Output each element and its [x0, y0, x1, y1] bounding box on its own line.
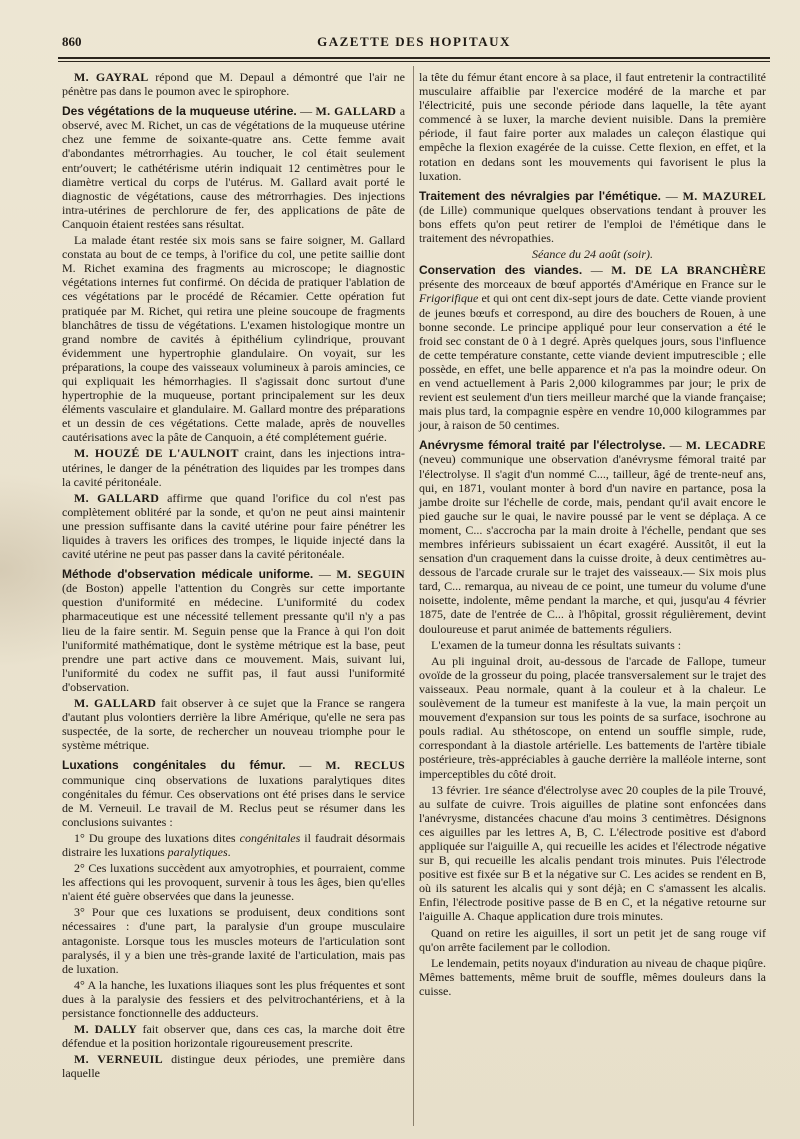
- paragraph-verneuil-cont: la tête du fémur étant encore à sa place, il faut entretenir la contractilité musculaire affaiblie par l'exercice modéré de la marche et par l'électricité, puis une seconde période dans laquelle, la tête ayant commencé à se luxer, la marche devient nuisible. Dans la première période, il faut faire porter aux malades un caleçon élastique qui empêche la flexion exagérée de la cuisse. Cette flexion, en effet, et la rotation en dedans sont les mouvements qui favorisent le plus la luxation.: [419, 70, 766, 183]
- conclusion-item-3: 3° Pour que ces luxations se produisent, deux conditions sont nécessaires : d'une part, la paralysie d'un groupe musculaire antagoniste. Lorsque tous les muscles moteurs de l'articulation sont paralysés, il y a bien une très-grande laxité de l'articulation, mais pas de luxation.: [62, 905, 405, 976]
- page-header: [62, 34, 766, 54]
- speaker-name: M. MAZUREL: [682, 188, 766, 203]
- speaker-name: M. DE LA BRANCHÈRE: [611, 263, 766, 278]
- right-column: la tête du fémur étant encore à sa place, il faut entretenir la contractilité musculaire affaiblie par l'exercice modéré de la marche et par l'électricité, puis une seconde période dans laquelle, la tête ayant commencé à se luxer, la marche devient nuisible. Dans la première période, il faut faire porter aux malades un caleçon élastique qui empêche la flexion exagérée de la cuisse. Cette flexion, en effet, et la rotation en dedans sont les mouvements qui favorisent le plus la luxation. Traitement des névralgies par l'émétique. — M. MAZUREL (de Lille) communique quelques observations tendant à prouver les bons effets qu'on peut retirer de l'emploi de l'émétique dans le traitement des névropathies. Séance du 24 août (soir). Conservation des viandes. — M. DE LA BRANCHÈRE présente des morceaux de bœuf apportés d'Amérique en France sur le Frigorifique et qui ont cent dix-sept jours de date. Cette viande provient de jeunes bœufs et correspond, au dire des bouchers de Rouen, à une bonne seconde. Le principe appliqué pour leur conservation a été le froid sec constant de 0 à 1 degré. Après quelques jours, sous l'influence de cette température constante, cette viande devient imputrescible ; elle possède, en effet, une belle apparence et n'a pas la moindre odeur. On en vend actuellement à Paris 2,000 kilogrammes par jour; le prix de revient est seulement d'un tiers meilleur marché que la viande française; mais plus tard, la compagnie espère en vendre 10,000 kilogrammes par jour, à raison de 50 centimes. Anévrysme fémoral traité par l'électrolyse. — M. LECADRE (neveu) communique une observation d'anévrysme fémoral traité par l'électrolyse. Il s'agit d'un nommé C..., tailleur, âgé de trente-neuf ans, qui, en 1871, voulant monter à bord d'un navire en partance, posa la jambe droite sur l'échelle de corde, mais, pendant qu'il avait encore le pied gauche sur le quai, le navire poussé par le vent se déplaça. A ce moment, C... s'accrocha par la main droite à l'échelle, pendant que ses membres inférieurs subissaient un écart exagéré. Aussitôt, il eut la sensation d'un craquement dans la cuisse droite, à deux centimètres au-dessous de l'arcade crurale sur le trajet des vaisseaux.— Six mois plus tard, C... remarqua, au niveau de ce point, une tumeur du volume d'une noisette, indolente, même pendant la marche, et qui, jusqu'au 4 février 1875, date de l'entrée de C... à l'hôpital, grossit régulièrement, devint douloureuse et parut animée de battements réguliers. L'examen de la tumeur donna les résultats suivants : Au pli inguinal droit, au-dessous de l'arcade de Fallope, tumeur ovoïde de la grosseur du poing, placée transversalement sur le trajet des vaisseaux. Peau normale, quant à la couleur et à la chaleur. Le soulèvement de la tumeur est manifeste à la vue, la main perçoit un mouvement d'expansion sur tous les points de sa surface, isochrone au pouls radial. Au sthétoscope, on entend un souffle simple, rude, correspondant à la diastole artérielle. Les battements de l'artère tibiale postérieure, très-appréciables à gauche derrière la malléole interne, sont imperceptibles du côté droit. 13 février. 1re séance d'électrolyse avec 20 couples de la pile Trouvé, au sulfate de cuivre. Trois aiguilles de platine sont enfoncées dans l'anévrysme, distancées chacune d'au moins 3 centimètres. Désignons ces aiguilles par les lettres A, B, C. L'électrode positive est d'abord appliquée sur l'aiguille A, qui recueille les acides et l'électrode négative sur B, qui recueille les alcalis pendant trois minutes. Puis l'électrode positive est fixée sur B et la négative sur C. Les acides se rendent en B, où ils saturent les alcalis qui y sont déjà; en C s'amassent les alcalis. Enfin, l'électrode positive passe de B en C, et la négative retourne sur l'aiguille A. Chaque application dure trois minutes. Quand on retire les aiguilles, il sort un petit jet de sang rouge vif qu'on arrête facilement par le collodion. Le lendemain, petits noyaux d'induration au niveau de chaque piqûre. Mêmes battements, même bruit de souffle, mêmes douleurs dans la cuisse.: [419, 70, 766, 998]
- section-title: Traitement des névralgies par l'émétique.: [419, 188, 662, 203]
- paragraph-gayral: [62, 70, 405, 98]
- conclusion-item-4: 4° A la hanche, les luxations iliaques sont les plus fréquentes et sont dues à la paralysie des fessiers et des pelvitrochantériens, et à la persistance fonctionnelle des adducteurs.: [62, 977, 405, 1020]
- speaker-name: M. HOUZÉ DE L'AULNOIT: [74, 446, 239, 461]
- speaker-name: M. RECLUS: [325, 758, 405, 773]
- section-title: Luxations congénitales du fémur.: [62, 758, 286, 773]
- page-number: 860: [62, 34, 82, 49]
- section-title: Des végétations de la muqueuse utérine.: [62, 104, 297, 119]
- paragraph-text: distingue deux périodes, une première dans laquelle: [62, 1052, 406, 1081]
- paragraph-text: fait observer que, dans ces cas, la marche doit être défendue et la position horizontale rigoureusement prescrite.: [62, 1022, 405, 1051]
- left-column: M. GAYRAL répond que M. Depaul a démontré que l'air ne pénètre pas dans le poumon avec le spirophore. Des végétations de la muqueuse utérine. — M. GALLARD a observé, avec M. Richet, un cas de végétations de la muqueuse utérine chez une femme de soixante-quatre ans. Cette femme avait d'abondantes métrorrhagies. Au toucher, le col était seulement entr'ouvert; le cathétérisme utérin indiquait 12 centimètres pour le diamètre vertical du corps de l'utérus. M. Gallard avait porté le diagnostic de végétations, cause des métrorrhagies. Des injections intra-utérines de perchlorure de fer, des applications de pâte de Canquoin étaient restées sans résultat. La malade étant restée six mois sans se faire soigner, M. Gallard constata au bout de ce temps, à l'orifice du col, une petite saillie dont M. Richet examina des fragments au microscope; le diagnostic végétations internes fut confirmé. On décida de pratiquer l'ablation de ces végétations par le procédé de Récamier. Cette opération fut pratiquée par M. Richet, qui retira une pleine soucoupe de fragments blanchâtres de tissu de végétations. L'examen histologique montre un grand nombre de cavités à épithélium cylindrique, prouvant évidemment une hypertrophie glandulaire. On voyait, sur les préparations, la coupe des vaisseaux volumineux à parois amincies, ce qui expliquait les hémorrhagies. Il s'agissait donc surtout d'une hypertrophie de la muqueuse, portant principalement sur les deux éléments vasculaire et glandulaire. M. Gallard montre des préparations et un dessin de ces végétations. Cette malade, après de nouvelles cautérisations avec la pâte de Canquoin, a été complétement guérie. M. HOUZÉ DE L'AULNOIT craint, dans les injections intra-utérines, le danger de la pénétration des liquides par les trompes dans la cavité péritonéale. M. GALLARD affirme que quand l'orifice du col n'est pas complètement oblitéré par la sonde, et qu'on ne peut ainsi maintenir une pression suffisante dans la cavité utérine pour faire pénétrer les liquides à travers les orifices des trompes, le liquide injecté dans la cavité utérine ne peut pas passer dans la cavité péritonéale. Méthode d'observation médicale uniforme. — M. SEGUIN (de Boston) appelle l'attention du Congrès sur cette importante question d'uniformité en médecine. L'uniformité du codex pharmaceutique est une nécessité tellement pressante qu'il n'y a pas lieu de la faire sentir. M. Seguin pense que la France à qui l'on doit l'uniformité mathématique, dont le système métrique est la base, peut prendre une part active dans ce mouvement. Mais, suivant lui, l'uniformité du codex ne suffit pas, il faut aussi l'uniformité d'observation. M. GALLARD fait observer à ce sujet que la France se rangera d'autant plus volontiers derrière la libre Amérique, qu'elle ne sera pas suspectée, de la sorte, de rechercher un nouveau triomphe pour le système métrique. Luxations congénitales du fémur. — M. RECLUS communique cinq observations de luxations paralytiques dites congénitales du fémur. Ces observations ont été prises dans le service de M. Verneuil. Le travail de M. Reclus peut se résumer dans les conclusions suivantes : 1° Du groupe des luxations dites congénitales il faudrait désormais distraire les luxations paralytiques. 2° Ces luxations succèdent aux amyotrophies, et pourraient, comme les affections qui les provoquent, survenir à tous les âges, bien qu'elles n'aient été guère observées que dans la jeunesse. 3° Pour que ces luxations se produisent, deux conditions sont nécessaires : d'une part, la paralysie d'un groupe musculaire antagoniste. Lorsque tous les muscles moteurs de l'articulation sont paralysés, il y a bien une très-grande laxité de l'articulation, mais pas de luxation. 4° A la hanche, les luxations iliaques sont les plus fréquentes et sont dues à la paralysie des fessiers et des pelvitrochantériens, et à la persistance fonctionnelle des adducteurs. M. DALLY fait observer que, dans ces cas, la marche doit être défendue et la position horizontale rigoureusement prescrite. M. VERNEUIL distingue deux périodes, une première dans laquelle: [62, 70, 406, 1081]
- speaker-name: M. LECADRE: [685, 438, 766, 453]
- speaker-name: M. GALLARD: [315, 104, 397, 119]
- paragraph-gallard-3: [62, 696, 405, 752]
- paragraph-dally: [62, 1022, 405, 1050]
- header-rule-thin: [58, 61, 770, 62]
- journal-title: GAZETTE DES HOPITAUX: [317, 34, 511, 49]
- paragraph-verneuil: [62, 1052, 405, 1080]
- speaker-name: M. GALLARD: [74, 696, 157, 711]
- paragraph-text: communique cinq observations de luxations paralytiques dites congénitales du fémur. Ces observations ont été prises dans le service de M. Verneuil. Le travail de M. Reclus peut se résumer dans les conclusions suivantes :: [62, 772, 405, 829]
- paragraph-text: a observé, avec M. Richet, un cas de végétations de la muqueuse utérine chez une femme de soixante-quatre ans. Cette femme avait d'abondantes métrorrhagies. Au toucher, le col était seulement entr'ouvert; le cathétérisme utérin indiquait 12 centimètres pour le diamètre vertical du corps de l'utérus. M. Gallard avait porté le diagnostic de végétations, cause des métrorrhagies. Des injections intra-utérines de perchlorure de fer, des applications de pâte de Canquoin étaient restées sans résultat.: [62, 104, 406, 231]
- paragraph-text: (de Lille) communique quelques observations tendant à prouver les bons effets qu'on peut retirer de l'emploi de l'émétique dans le traitement des névropathies.: [419, 202, 766, 246]
- paragraph-text: répond que M. Depaul a démontré que l'air ne pénètre pas dans le poumon avec le spirophore.: [62, 70, 405, 99]
- speaker-name: M. DALLY: [74, 1022, 138, 1037]
- paragraph-houze: [62, 446, 405, 488]
- paragraph-text: affirme que quand l'orifice du col n'est pas complètement oblitéré par la sonde, et qu'on ne peut ainsi maintenir une pression suffisante dans la cavité utérine pour faire pénétrer les liquides à travers les orifices des trompes, le liquide injecté dans la cavité utérine ne peut pas passer dans la cavité péritonéale.: [62, 490, 405, 562]
- paragraph: Quand on retire les aiguilles, il sort un petit jet de sang rouge vif qu'on arrête facilement par le collodion.: [419, 925, 766, 954]
- speaker-name: M. VERNEUIL: [74, 1052, 163, 1067]
- section-title: Conservation des viandes.: [419, 263, 583, 278]
- paragraph: La malade étant restée six mois sans se faire soigner, M. Gallard constata au bout de ce temps, à l'orifice du col, une petite saillie dont M. Richet examina des fragments au microscope; le diagnostic végétations internes fut confirmé. On décida de pratiquer l'ablation de ces végétations par le procédé de Récamier. Cette opération fut pratiquée par M. Richet, qui retira une pleine soucoupe de fragments blanchâtres de tissu de végétations. L'examen histologique montre un grand nombre de cavités à épithélium cylindrique, prouvant évidemment une hypertrophie glandulaire. On voyait, sur les préparations, la coupe des vaisseaux volumineux à parois amincies, ce qui expliquait les hémorrhagies. Il s'agissait donc surtout d'une hypertrophie de la muqueuse, portant principalement sur les deux éléments vasculaire et glandulaire. M. Gallard montre des préparations et un dessin de ces végétations. Cette malade, après de nouvelles cautérisations avec la pâte de Canquoin, a été complétement guérie.: [62, 233, 405, 445]
- header-rule-thick: [58, 57, 770, 59]
- conclusion-item-2: 2° Ces luxations succèdent aux amyotrophies, et pourraient, comme les affections qui les provoquent, survenir à tous les âges, bien qu'elles n'aient été guère observées que dans la jeunesse.: [62, 861, 405, 904]
- paragraph-text: craint, dans les injections intra-utérines, le danger de la pénétration des liquides par les trompes dans la cavité péritonéale.: [62, 446, 405, 489]
- paragraph-text: (de Boston) appelle l'attention du Congrès sur cette importante question d'uniformité en médecine. L'uniformité du codex pharmaceutique est une nécessité tellement pressante qu'il n'y a pas lieu de la faire sentir. M. Seguin pense que la France à qui l'on doit l'uniformité mathématique, dont le système métrique est la base, peut prendre une part active dans ce mouvement. Mais, suivant lui, l'uniformité du codex ne suffit pas, il faut aussi l'uniformité d'observation.: [62, 581, 405, 694]
- paragraph: 13 février. 1re séance d'électrolyse avec 20 couples de la pile Trouvé, au sulfate de cuivre. Trois aiguilles de platine sont enfoncées dans l'anévrysme, distancées chacune d'au moins 3 centimètres. Désignons ces aiguilles par les lettres A, B, C. L'électrode positive est d'abord appliquée sur l'aiguille A, qui recueille les acides et l'électrode négative sur B, qui recueille les alcalis pendant trois minutes. Puis l'électrode positive est fixée sur B et la négative sur C. Les acides se rendent en B, où ils saturent les alcalis qui y sont déjà; en C s'amassent les alcalis. Enfin, l'électrode positive passe de B en C, et la négative retourne sur l'aiguille A. Chaque application dure trois minutes.: [419, 782, 766, 924]
- paragraph-text: (neveu) communique une observation d'anévrysme fémoral traité par l'électrolyse. Il s'agit d'un nommé C..., tailleur, âgé de trente-neuf ans, qui, en 1871, voulant monter à bord d'un navire en partance, posa la jambe droite sur l'échelle de corde, mais, pendant qu'il avait encore le pied gauche sur le quai, le navire poussé par le vent se déplaça. A ce moment, C... s'accrocha par la main droite à l'échelle, pendant que ses membres inférieurs subissaient un écart exagéré. Aussitôt, il eut la sensation d'un craquement dans la cuisse droite, à deux centimètres au-dessous de l'arcade crurale sur le trajet des vaisseaux.— Six mois plus tard, C... remarqua, au niveau de ce point, une tumeur du volume d'une noisette, indolente, même pendant la marche, et qui, jusqu'au 4 février 1875, date de l'entrée de C... à l'hôpital, grossit régulièrement, devint douloureuse et parut animée de battements réguliers.: [419, 452, 766, 636]
- paragraph-text: fait observer à ce sujet que la France se rangera d'autant plus volontiers derrière la libre Amérique, qu'elle ne sera pas suspectée, de la sorte, de rechercher un nouveau triomphe pour le système métrique.: [62, 696, 405, 753]
- column-divider: [413, 66, 414, 1126]
- paragraph: Le lendemain, petits noyaux d'induration au niveau de chaque piqûre. Mêmes battements, même bruit de souffle, mêmes douleurs dans la cuisse.: [419, 955, 766, 998]
- session-heading: Séance du 24 août (soir).: [532, 247, 653, 262]
- paragraph: Au pli inguinal droit, au-dessous de l'arcade de Fallope, tumeur ovoïde de la grosseur du poing, placée transversalement sur le trajet des vaisseaux. Peau normale, quant à la couleur et à la chaleur. Le soulèvement de la tumeur est manifeste à la vue, la main perçoit un mouvement d'expansion sur tous les points de sa surface, isochrone au pouls radial. Au sthétoscope, on entend un souffle simple, rude, correspondant à la diastole artérielle. Les battements de l'artère tibiale postérieure, très-appréciables à gauche derrière la malléole interne, sont imperceptibles du côté droit.: [419, 653, 766, 781]
- paragraph-gallard-2: [62, 491, 405, 561]
- speaker-name: M. GALLARD: [74, 490, 160, 505]
- conclusion-item-1: 1° Du groupe des luxations dites congénitales il faudrait désormais distraire les luxations paralytiques.: [62, 830, 406, 859]
- section-title: Méthode d'observation médicale uniforme.: [62, 567, 314, 582]
- speaker-name: M. SEGUIN: [336, 567, 406, 582]
- paragraph: L'examen de la tumeur donna les résultats suivants :: [431, 637, 682, 652]
- speaker-name: M. GAYRAL: [74, 70, 149, 84]
- section-title: Anévrysme fémoral traité par l'électrolyse.: [419, 438, 666, 453]
